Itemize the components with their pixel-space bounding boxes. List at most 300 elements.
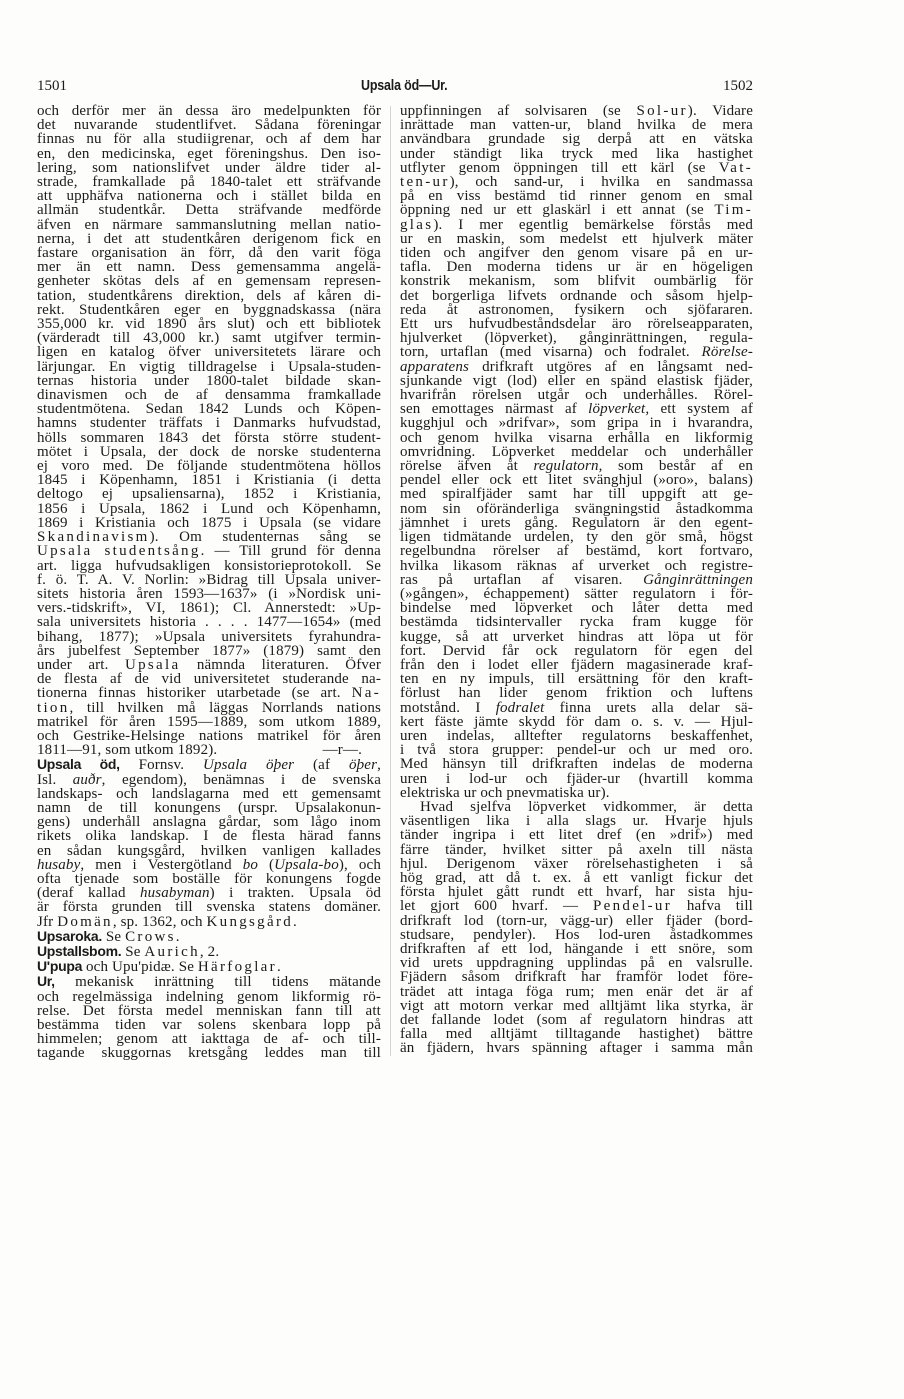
text-line bbox=[37, 815, 381, 829]
text-line bbox=[37, 303, 381, 317]
text-run: bestämda tidsintervaller rycka fram kugge för bbox=[400, 614, 753, 631]
text-line bbox=[37, 388, 381, 402]
text-run: omvridning. Löpverket meddelar och underhåller bbox=[400, 443, 753, 460]
text-run: ur en maskin, som medelst ett hjulverk mäter bbox=[400, 230, 753, 247]
text-run: hög grad, att då t. ex. å ett vanligt fickur det bbox=[400, 869, 753, 886]
text-line bbox=[37, 990, 381, 1004]
text-line bbox=[400, 630, 753, 644]
text-run: studsare, pendyler). Hos lod-uren åstadkommes bbox=[400, 926, 753, 943]
text-run: finna urets alla delar sä- bbox=[544, 699, 753, 716]
text-line bbox=[400, 885, 753, 899]
entry-upsaroka bbox=[37, 929, 381, 944]
text-line bbox=[37, 218, 381, 232]
text-line bbox=[400, 516, 753, 530]
text-run: sitets historia åren 1593—1637» (i »Nordisk uni- bbox=[37, 585, 381, 602]
headword: Upstallsbom. bbox=[37, 942, 122, 959]
text-run: Jfr bbox=[37, 913, 58, 930]
text-run: sala universitets historia . . . . 1477—1654» (med bbox=[37, 614, 381, 631]
text-run: 1869 i Kristiania och 1875 i Upsala (se vidare bbox=[37, 514, 381, 531]
italic-text: Gånginrättningen bbox=[643, 571, 753, 588]
text-run: äfven en närmare sammanslutning mellan natio- bbox=[37, 216, 381, 233]
text-line bbox=[400, 104, 753, 118]
text-run: ofta tjenade som boställe för konungens fogde bbox=[37, 870, 381, 887]
text-run: bihang, 1877); »Upsala universitets fyrahundra- bbox=[37, 628, 381, 645]
text-run: sen emottages närmast af bbox=[400, 401, 589, 418]
headword: Upsaroka. bbox=[37, 927, 102, 944]
text-run: dinavismen och de af densamma framkallade bbox=[37, 387, 381, 404]
article-upsala-continuation bbox=[37, 104, 381, 757]
text-line bbox=[37, 331, 381, 345]
text-run: reda åt astronomen, fysikern och sjöfararen. bbox=[400, 301, 753, 318]
text-line bbox=[37, 203, 381, 217]
headword: Ur, bbox=[37, 973, 55, 990]
text-line bbox=[37, 402, 381, 416]
text-line bbox=[37, 773, 381, 787]
text-run: f. ö. T. A. V. Norlin: »Bidrag till Upsala univer- bbox=[37, 571, 381, 588]
spaced-text: tion bbox=[37, 699, 70, 716]
text-line bbox=[400, 189, 753, 203]
text-line bbox=[37, 289, 381, 303]
text-line bbox=[37, 1018, 381, 1032]
text-run: matrikel för åren 1595—1889, som utkom 1889, bbox=[37, 713, 381, 730]
text-run: . bbox=[276, 959, 281, 976]
text-line bbox=[37, 246, 381, 260]
text-line bbox=[37, 686, 381, 700]
text-line bbox=[37, 374, 381, 388]
text-run: vers.-tidskrift», VI, 1861); Cl. Annerstedt: »Up- bbox=[37, 600, 381, 617]
text-line bbox=[400, 331, 753, 345]
text-run: , sp. 1362, och bbox=[112, 913, 207, 930]
text-run: uren indelas, alltefter regulatorns beskaffenhet, bbox=[400, 727, 753, 744]
text-line bbox=[37, 530, 381, 544]
spaced-text: Aurich bbox=[144, 943, 200, 960]
text-line bbox=[37, 260, 381, 274]
text-line bbox=[400, 942, 753, 956]
page-number-left: 1501 bbox=[37, 78, 67, 94]
spaced-text: ten-ur bbox=[400, 174, 450, 191]
text-run: kugge, så att urverket hindras att löpa ut för bbox=[400, 628, 753, 645]
text-line bbox=[37, 431, 381, 445]
text-run: tafla. Den moderna tidens ur är en högeligen bbox=[400, 259, 753, 276]
text-run: lärjungar. En vigtig tilldragelse i Upsala-studen- bbox=[37, 358, 381, 375]
text-line bbox=[37, 587, 381, 601]
spaced-text: Sol-ur bbox=[636, 103, 688, 119]
text-run: bestämma tiden var solens skenbara lopp på bbox=[37, 1017, 381, 1033]
text-run: och regelmässiga indelning genom likformig rö- bbox=[37, 988, 381, 1005]
text-run: vigt att motorn verkar med alltjämt lika styrka, är bbox=[400, 997, 753, 1014]
text-run: års jubelfest September 1877» (1879) samt den bbox=[37, 642, 381, 659]
text-run: (»gången», échappement) sätter regulatorn i för- bbox=[400, 585, 753, 602]
text-run: bindelse med löpverket och låter detta med bbox=[400, 600, 753, 617]
italic-text: Upsala-bo bbox=[274, 856, 339, 873]
text-run: rörelse äfven åt bbox=[400, 458, 534, 475]
spaced-text: Vat- bbox=[718, 159, 753, 176]
spaced-text: Upsala studentsång bbox=[37, 543, 201, 560]
text-run: trädet att intaga föga rum; men enär det är af bbox=[400, 983, 753, 1000]
text-run: första hjulet gått rundt ett hvarf, har sista hju- bbox=[400, 884, 753, 901]
text-line bbox=[37, 232, 381, 246]
text-line bbox=[37, 929, 381, 944]
text-line bbox=[400, 502, 753, 516]
text-run: (deraf kallad bbox=[37, 885, 140, 902]
text-run: som består af en bbox=[602, 458, 753, 475]
text-run: konstrik mekanism, som blifvit oumbärlig för bbox=[400, 273, 753, 290]
text-run: uren i lod-ur och fjäder-ur (hvartill komma bbox=[400, 770, 753, 787]
spaced-text: Domän bbox=[57, 913, 113, 930]
text-line bbox=[37, 601, 381, 615]
text-run: hvilka likasom räknas af urverket och registre- bbox=[400, 557, 753, 574]
text-run: ligen en katalog öfver universitetets lärare och bbox=[37, 344, 381, 361]
text-line bbox=[400, 303, 753, 317]
text-run: 1845 i Köpenhamn, 1851 i Kristiania (i detta bbox=[37, 472, 381, 489]
text-line bbox=[400, 1027, 753, 1041]
text-run: tiden och angifver den genom visare på en ur- bbox=[400, 245, 753, 262]
text-line bbox=[400, 615, 753, 629]
text-run: inrättade man vatten-ur, bland hvilka de mera bbox=[400, 117, 753, 134]
italic-text: fodralet bbox=[495, 699, 545, 716]
text-run: ten en ny impuls, till ersättning för den kraft- bbox=[400, 671, 753, 688]
text-run: det nuvarande studentlifvet. Sådana föreningar bbox=[37, 117, 381, 134]
text-line bbox=[400, 573, 753, 587]
text-run: ej voro med. De följande studentmötena höllos bbox=[37, 458, 381, 475]
text-run: användbara grundade sig derpå att en vätska bbox=[400, 131, 753, 148]
text-run: regelbundna rörelser af bestämd, kort fortvaro, bbox=[400, 543, 753, 560]
text-line bbox=[400, 118, 753, 132]
text-line bbox=[37, 886, 381, 900]
text-run: Fornsv. bbox=[119, 757, 203, 774]
text-line bbox=[37, 959, 381, 974]
spaced-text: Tim- bbox=[714, 202, 753, 219]
text-run: färre tänder, hvilket sitter på axeln till nästa bbox=[400, 841, 753, 858]
text-line bbox=[400, 899, 753, 913]
text-line bbox=[37, 459, 381, 473]
text-run: himmelen; genom att iakttaga de af- och till- bbox=[37, 1031, 381, 1048]
text-run: drifkraften af ett lod, hängande i ett snöre, som bbox=[400, 940, 753, 957]
text-line bbox=[400, 317, 753, 331]
text-line bbox=[37, 757, 381, 772]
text-run: rikets olika landskap. I de flesta härad fanns bbox=[37, 828, 381, 845]
text-line bbox=[400, 701, 753, 715]
text-run: ett system af bbox=[649, 401, 753, 418]
text-line bbox=[400, 928, 753, 942]
text-run: med spiralfjäder samt har till uppgift att ge- bbox=[400, 486, 753, 503]
text-run: och Upu'pidæ. Se bbox=[82, 959, 198, 976]
text-run: att upphäfva nationerna och i stället bilda en bbox=[37, 188, 381, 205]
text-run: Se bbox=[121, 943, 145, 960]
text-run: 1856 i Upsala, 1862 i Lund och Köpenhamn, bbox=[37, 500, 381, 517]
text-line bbox=[400, 345, 753, 359]
text-run: Isl. bbox=[37, 771, 73, 788]
text-run: en, den medicinska, eget föreningshus. Den iso- bbox=[37, 145, 381, 162]
text-run: falla med alltjämt tilltagande hastighet) bättre bbox=[400, 1026, 753, 1043]
text-line bbox=[37, 487, 381, 501]
text-line bbox=[400, 232, 753, 246]
text-line bbox=[37, 516, 381, 530]
text-line bbox=[37, 416, 381, 430]
running-header bbox=[37, 77, 753, 95]
text-line bbox=[400, 843, 753, 857]
text-run: under art. bbox=[37, 656, 125, 673]
italic-text: husaby bbox=[37, 856, 81, 873]
text-run: nerna, i det att studentkåren derigenom fick en bbox=[37, 230, 381, 247]
text-run: jämnhet i urets gång. Regulatorn är den egent- bbox=[400, 514, 753, 531]
text-run: hjulverket (löpverket), gånginrättningen, regula- bbox=[400, 330, 753, 347]
text-run: fastare organisation än förr, då den varit föga bbox=[37, 245, 381, 262]
text-run: 1811—91, som utkom 1892). bbox=[37, 742, 218, 759]
text-run: finnas nu för alla studiigrenar, och af dem har bbox=[37, 131, 381, 148]
text-run: , bbox=[377, 757, 381, 774]
text-line bbox=[37, 743, 381, 757]
text-line bbox=[400, 1041, 753, 1055]
text-line bbox=[400, 828, 753, 842]
italic-text: Upsala öþer bbox=[202, 757, 295, 774]
text-run: namn de till konungens (urspr. Upsalakonun- bbox=[37, 799, 381, 816]
text-line bbox=[37, 630, 381, 644]
text-run: pendel eller ock ett litet svänghjul (»oro», balans) bbox=[400, 472, 753, 489]
text-run: , egendom), benämnas i de svenska bbox=[101, 771, 381, 788]
text-run: . — Till grund för denna bbox=[200, 543, 381, 560]
text-run: ), och bbox=[338, 856, 381, 873]
text-line bbox=[400, 530, 753, 544]
left-column bbox=[37, 104, 381, 1061]
text-run: hafva till bbox=[672, 898, 753, 915]
spaced-text: Crows bbox=[125, 928, 176, 945]
text-run: fort. Dervid får ock regulatorn för egen del bbox=[400, 642, 753, 659]
text-line bbox=[37, 445, 381, 459]
text-run: förlust han lider genom friktion och luftens bbox=[400, 685, 753, 702]
text-line bbox=[37, 189, 381, 203]
text-run: det fallande lodet (som af regulatorn hindras att bbox=[400, 1012, 753, 1028]
text-line bbox=[400, 757, 753, 771]
text-run: tionerna finnas historiker utarbetade (se art. bbox=[37, 685, 352, 702]
text-line bbox=[37, 147, 381, 161]
text-run: (af bbox=[294, 757, 349, 774]
text-line bbox=[37, 900, 381, 914]
text-run: tation, studentkårens direktion, dels af kåren di- bbox=[37, 287, 381, 304]
text-line bbox=[37, 829, 381, 843]
entry-ur-continued bbox=[400, 104, 753, 800]
text-line bbox=[37, 787, 381, 801]
italic-text: löpverket, bbox=[588, 401, 650, 418]
text-run: rekt. Studentkåren eger en byggnadskassa (nära bbox=[37, 301, 381, 318]
text-run: nom sin oföränderliga svängningstid åstadkomma bbox=[400, 500, 753, 517]
text-run: drifkraft lod (torn-ur, vägg-ur) eller fjäder (bord- bbox=[400, 912, 753, 929]
text-run: relse. Det första medel menniskan fann till att bbox=[37, 1002, 381, 1019]
text-line bbox=[37, 974, 381, 989]
text-line bbox=[37, 872, 381, 886]
text-line bbox=[400, 999, 753, 1013]
text-run: ras på urtaflan af visaren. bbox=[400, 571, 644, 588]
text-line bbox=[37, 317, 381, 331]
text-run: sjunkande vigt (lod) eller en spänd elastisk fjäder, bbox=[400, 372, 753, 389]
text-line bbox=[400, 274, 753, 288]
text-line bbox=[400, 218, 753, 232]
text-run: Ett urs hufvudbeståndsdelar äro rörelseapparaten, bbox=[400, 316, 753, 333]
italic-text: öþer bbox=[348, 757, 378, 774]
text-line bbox=[400, 1013, 753, 1027]
italic-text: regulatorn, bbox=[533, 458, 603, 475]
text-line bbox=[37, 844, 381, 858]
text-line bbox=[37, 615, 381, 629]
italic-text: auðr bbox=[72, 771, 102, 788]
text-run: deltogo ej upsaliensarna), 1852 i Kristiania, bbox=[37, 486, 381, 503]
text-line bbox=[37, 161, 381, 175]
text-line bbox=[37, 658, 381, 672]
text-run: ( bbox=[258, 856, 275, 873]
text-run: . bbox=[293, 913, 297, 930]
text-line bbox=[400, 147, 753, 161]
text-line bbox=[37, 118, 381, 132]
italic-text: Rörelse- bbox=[701, 344, 753, 361]
signature: —r—. bbox=[322, 742, 362, 759]
text-run: kugghjul och »drifvar», som gripa in i hvarandra, bbox=[400, 415, 753, 432]
text-line bbox=[400, 914, 753, 928]
text-run: ) i trakten. Upsala öd bbox=[209, 885, 381, 902]
text-run: under ständigt lika tryck med lika hastighet bbox=[400, 145, 753, 162]
text-run: på en viss bestämd tid rinner genom en smal bbox=[400, 188, 753, 205]
headword: Upsala öd, bbox=[37, 756, 120, 773]
entry-ur bbox=[37, 974, 381, 1060]
text-run: art. ligga hufvudsakligen konsistorieprotokoll. Se bbox=[37, 557, 381, 574]
page-number-right: 1502 bbox=[723, 78, 753, 94]
text-line bbox=[400, 772, 753, 786]
text-line bbox=[400, 544, 753, 558]
text-line bbox=[37, 104, 381, 118]
text-line bbox=[400, 970, 753, 984]
text-line bbox=[37, 1004, 381, 1018]
spaced-text: Skandinavism bbox=[37, 529, 150, 546]
text-run: och genom hvilka visarna erhålla en likformig bbox=[400, 429, 753, 446]
italic-text: husabyman bbox=[139, 885, 210, 902]
text-line bbox=[37, 132, 381, 146]
spaced-text: Upsala bbox=[124, 656, 181, 673]
text-run: och derför mer än dessa äro medelpunkten för bbox=[37, 103, 381, 119]
text-run: 355,000 kr. vid 1890 års slut) och ett bibliotek bbox=[37, 316, 381, 333]
text-line bbox=[400, 203, 753, 217]
text-run: , men i Vestergötland bbox=[80, 856, 243, 873]
spaced-text: Kungsgård bbox=[206, 913, 294, 930]
text-line bbox=[400, 473, 753, 487]
text-run: ). I mer egentlig bemärkelse förstås med bbox=[433, 216, 753, 233]
text-run: mer än ett namn. Dess gemensamma angelä- bbox=[37, 259, 381, 276]
text-line bbox=[400, 445, 753, 459]
text-run: hölls sommaren 1843 det första större student- bbox=[37, 429, 381, 446]
text-run: landskaps- och landslagarna med ett gemensamt bbox=[37, 785, 381, 802]
text-run: de flesta af de vid universitetet studerande na- bbox=[37, 671, 381, 688]
text-run: kert fäste jämte skydd för dam o. s. v. — Hjul- bbox=[400, 713, 753, 730]
text-run: väsentligen lika i alla slags ur. Hvarje hjuls bbox=[400, 813, 753, 830]
text-line bbox=[400, 985, 753, 999]
text-run: nämnda literaturen. Öfver bbox=[180, 656, 382, 673]
text-line bbox=[400, 871, 753, 885]
text-line bbox=[400, 672, 753, 686]
text-line bbox=[37, 715, 381, 729]
text-run: lering, som nationslifvet under äldre tider al- bbox=[37, 159, 381, 176]
text-run: Fjädern såsom drifkraft har framför lodet före- bbox=[400, 969, 753, 986]
text-line bbox=[37, 559, 381, 573]
text-line bbox=[400, 374, 753, 388]
text-run: mekanisk inrättning till tidens mätande bbox=[54, 974, 381, 991]
text-line bbox=[400, 289, 753, 303]
text-run: torn, urtaflan (med visarna) och fodralet. bbox=[400, 344, 702, 361]
text-line bbox=[400, 459, 753, 473]
text-line bbox=[400, 132, 753, 146]
text-run: tänder ingripa i ett litet dref (en »drif») med bbox=[400, 827, 753, 844]
text-run: (värderadt till 43,000 kr.) samt utgifver termin- bbox=[37, 330, 381, 347]
text-line bbox=[400, 857, 753, 871]
right-column bbox=[400, 104, 753, 1056]
text-line bbox=[37, 360, 381, 374]
text-run: drifkraft utgöres af en långsamt ned- bbox=[469, 358, 753, 375]
text-run: ligen tidmätande urdelen, ty den gör små, högst bbox=[400, 529, 753, 546]
text-run: ternas historia under 1800-talet bildade skan- bbox=[37, 372, 381, 389]
text-run: . bbox=[175, 928, 180, 945]
text-run: , 2. bbox=[199, 943, 220, 960]
text-run: öppning ned ur ett glaskärl i ett annat (se bbox=[400, 202, 715, 219]
text-line bbox=[400, 246, 753, 260]
text-line bbox=[37, 701, 381, 715]
text-line bbox=[400, 686, 753, 700]
text-line bbox=[400, 644, 753, 658]
text-line bbox=[400, 601, 753, 615]
text-line bbox=[37, 573, 381, 587]
text-run: Med hänsyn till drifkraften indelas de moderna bbox=[400, 756, 753, 773]
entry-upsala-od bbox=[37, 757, 381, 928]
text-line bbox=[400, 729, 753, 743]
column-rule bbox=[390, 106, 391, 1056]
text-line bbox=[400, 587, 753, 601]
text-line bbox=[37, 801, 381, 815]
text-run: och Gestrike-Helsinge nations matrikel för åren bbox=[37, 727, 381, 744]
text-run: motstånd. I bbox=[400, 699, 496, 716]
text-run: , till hvilken må läggas Norrlands nations bbox=[69, 699, 381, 716]
entry-upupa bbox=[37, 959, 381, 974]
entry-upstallsbom bbox=[37, 944, 381, 959]
text-line bbox=[400, 431, 753, 445]
text-run: hvarifrån rörelsen utgår och underhålles. Rörel- bbox=[400, 387, 753, 404]
text-run: tagande skuggornas kretsgång leddes man till bbox=[37, 1045, 381, 1062]
text-run: elektriska ur och pnevmatiska ur). bbox=[400, 784, 610, 801]
text-run: hjul. Derigenom växer rörelsehastigheten i så bbox=[400, 855, 753, 872]
text-run: hamns studenter träffats i Danmarks hufvudstad, bbox=[37, 415, 381, 432]
text-run: ), och sand-ur, i hvilka en sandmassa bbox=[449, 174, 753, 191]
text-run: en sådan kungsgård, hvilken vanligen kallades bbox=[37, 842, 381, 859]
text-line bbox=[37, 345, 381, 359]
text-line bbox=[37, 274, 381, 288]
text-line bbox=[400, 416, 753, 430]
text-line bbox=[37, 1032, 381, 1046]
text-line bbox=[37, 672, 381, 686]
text-run: utflyter genom öppningen till ett kärl (se bbox=[400, 159, 719, 176]
text-line bbox=[400, 360, 753, 374]
text-line bbox=[37, 858, 381, 872]
text-line bbox=[400, 800, 753, 814]
text-run: allmän studentkår. Detta sträfvande medförde bbox=[37, 202, 381, 219]
text-run: Hvad sjelfva löpverket vidkommer, är detta bbox=[420, 798, 753, 815]
text-line bbox=[400, 161, 753, 175]
text-run: mötet i Upsala, der dock de norske studenterna bbox=[37, 443, 381, 460]
text-line bbox=[400, 175, 753, 189]
spaced-text: Härfoglar bbox=[197, 959, 277, 976]
headword: U'pupa bbox=[37, 958, 83, 975]
text-line bbox=[400, 487, 753, 501]
text-run: uppfinningen af solvisaren (se bbox=[400, 103, 637, 119]
text-line bbox=[400, 658, 753, 672]
text-run: i två stora grupper: pendel-ur och ur med oro. bbox=[400, 742, 753, 759]
entry-ur-paragraph bbox=[400, 800, 753, 1056]
text-run: än fjädern, hvars spänning aftager i samma mån bbox=[400, 1040, 753, 1057]
text-line bbox=[37, 1046, 381, 1060]
